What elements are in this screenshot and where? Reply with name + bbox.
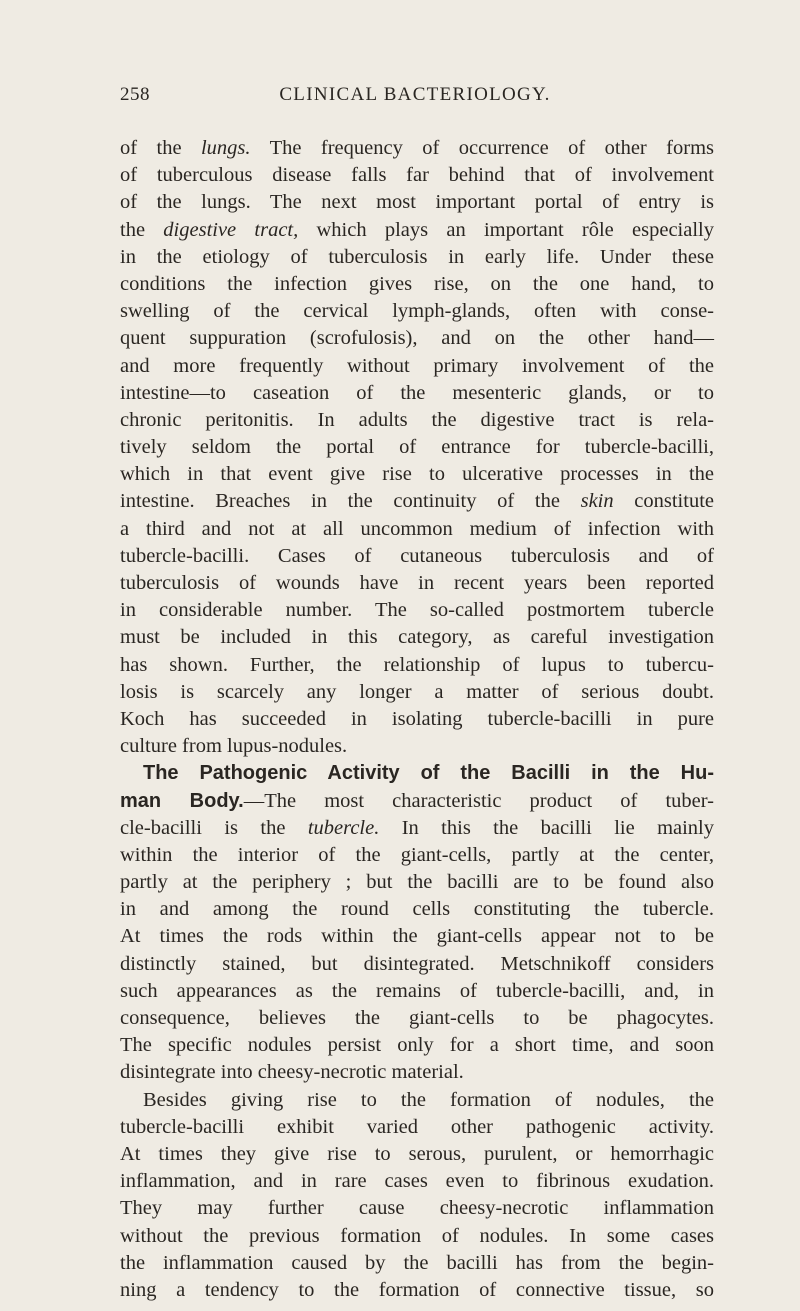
text-line: cle-bacilli is the tubercle. In this the bacilli lie mainly	[120, 816, 714, 839]
section-heading-end: man Body.	[120, 789, 244, 812]
text-line: swelling of the cervical lymph-glands, often with conse-	[120, 300, 714, 323]
running-head: CLINICAL BACTERIOLOGY.	[279, 84, 551, 105]
text-line: tubercle-bacilli exhibit varied other pathogenic activity.	[120, 1115, 714, 1138]
text-line: distinctly stained, but disintegrated. Metschnikoff considers	[120, 952, 714, 975]
text-line: which in that event give rise to ulcerative processes in the	[120, 463, 714, 486]
text-line: of tuberculous disease falls far behind that of involvement	[120, 164, 714, 187]
text-line: intestine—to caseation of the mesenteric glands, or to	[120, 381, 714, 404]
text-line: intestine. Breaches in the continuity of the skin constitute	[120, 490, 714, 513]
text-line: tively seldom the portal of entrance for tubercle-bacilli,	[120, 436, 714, 459]
text-line: disintegrate into cheesy-necrotic material.	[120, 1061, 464, 1084]
text-line: tubercle-bacilli. Cases of cutaneous tuberculosis and of	[120, 544, 714, 567]
text-line: partly at the periphery ; but the bacilli are to be found also	[120, 871, 714, 894]
text-line: in the etiology of tuberculosis in early life. Under these	[120, 245, 714, 268]
text-line: and more frequently without primary involvement of the	[120, 354, 714, 377]
text-line: such appearances as the remains of tubercle-bacilli, and, in	[120, 979, 714, 1002]
text-line: At times the rods within the giant-cells appear not to be	[120, 925, 714, 948]
text-line: Koch has succeeded in isolating tubercle-bacilli in pure	[120, 707, 714, 730]
page-header	[0, 0, 800, 120]
text-line: must be included in this category, as careful investigation	[120, 626, 714, 649]
text-line: losis is scarcely any longer a matter of serious doubt.	[120, 680, 714, 703]
text-line: They may further cause cheesy-necrotic inflammation	[120, 1197, 714, 1220]
text-line: in considerable number. The so-called postmortem tubercle	[120, 599, 714, 622]
text-line: The specific nodules persist only for a short time, and soon	[120, 1034, 714, 1057]
text-line: quent suppuration (scrofulosis), and on the other hand—	[120, 327, 714, 350]
text-line: in and among the round cells constituting the tubercle.	[120, 898, 714, 921]
section-heading: The Pathogenic Activity of the Bacilli in the Hu-	[143, 762, 714, 785]
text-line: the digestive tract, which plays an important rôle especially	[120, 218, 714, 241]
text-line: within the interior of the giant-cells, partly at the center,	[120, 843, 714, 866]
text-line: the inflammation caused by the bacilli has from the begin-	[120, 1251, 714, 1274]
text-line: At times they give rise to serous, purulent, or hemorrhagic	[120, 1142, 714, 1165]
text-line: ning a tendency to the formation of connective tissue, so	[120, 1278, 714, 1301]
body-text	[120, 135, 714, 1304]
text-line: without the previous formation of nodules. In some cases	[120, 1224, 714, 1247]
text-line: has shown. Further, the relationship of lupus to tubercu-	[120, 653, 714, 676]
text-line: of the lungs. The next most important portal of entry is	[120, 191, 714, 214]
text-line: conditions the infection gives rise, on the one hand, to	[120, 272, 714, 295]
text-line: chronic peritonitis. In adults the digestive tract is rela-	[120, 408, 714, 431]
text-line: of the lungs. The frequency of occurrence of other forms	[120, 137, 714, 159]
page-number: 258	[120, 84, 150, 105]
text-line: culture from lupus-nodules.	[120, 735, 348, 758]
text-line: man Body.—The most characteristic product of tuber-	[120, 789, 714, 812]
text-line: tuberculosis of wounds have in recent years been reported	[120, 572, 714, 594]
text-line: a third and not at all uncommon medium of infection with	[120, 517, 714, 540]
text-line: Besides giving rise to the formation of nodules, the	[143, 1088, 714, 1111]
text-line: inflammation, and in rare cases even to fibrinous exudation.	[120, 1170, 714, 1193]
text-line: consequence, believes the giant-cells to be phagocytes.	[120, 1007, 714, 1029]
